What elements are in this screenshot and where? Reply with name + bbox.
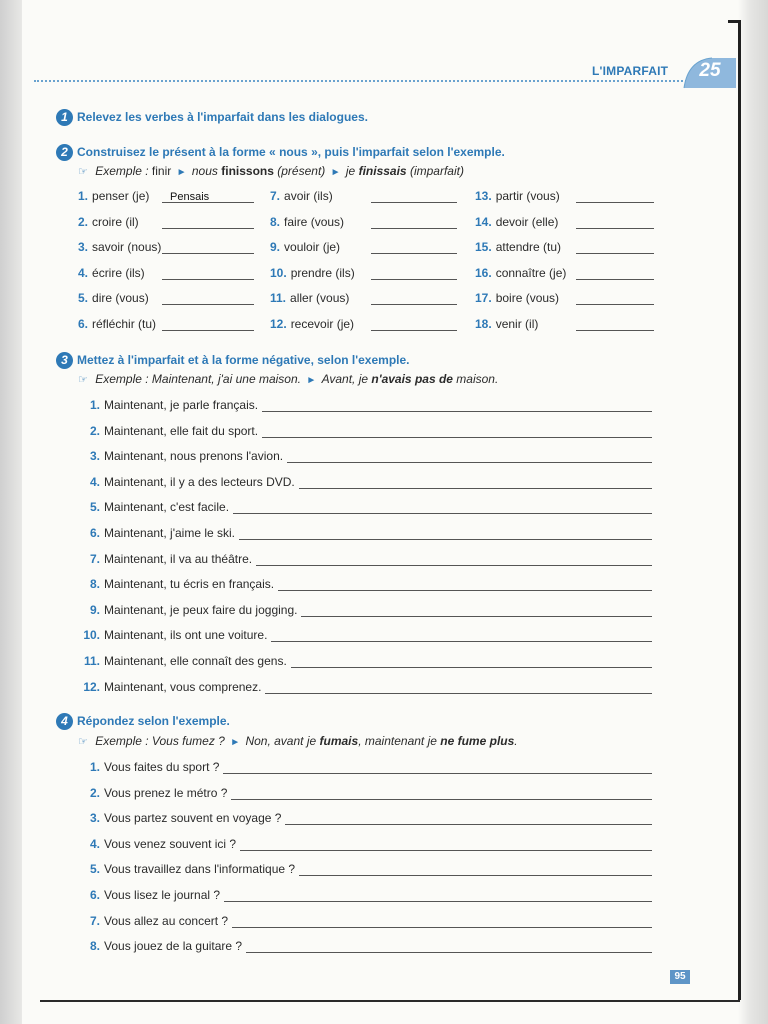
exercise-row: [78, 862, 295, 876]
item-number: 14.: [475, 215, 492, 229]
answer-line[interactable]: [239, 539, 652, 540]
answer-line[interactable]: [371, 330, 457, 331]
answer-line[interactable]: [576, 330, 654, 331]
example-imparfait-prefix: je: [345, 164, 356, 178]
exercise-row: [78, 786, 227, 800]
header-dotted-rule: [34, 80, 694, 82]
sentence-prompt: Vous jouez de la guitare ?: [104, 939, 243, 954]
verb-item: [270, 291, 349, 305]
verb-prompt: avoir (ils): [284, 189, 333, 203]
item-number: 5.: [78, 291, 89, 305]
verb-prompt: aller (vous): [290, 291, 350, 305]
sentence-prompt: Maintenant, ils ont une voiture.: [104, 628, 268, 643]
verb-prompt: savoir (nous): [92, 240, 162, 254]
item-number: 7.: [89, 913, 100, 928]
verb-prompt: attendre (tu): [495, 240, 562, 254]
answer-line[interactable]: [299, 488, 652, 489]
item-number: 12.: [270, 317, 287, 331]
arrow-right-icon: ►: [306, 375, 317, 386]
answer-line[interactable]: [162, 253, 254, 254]
answer-line[interactable]: [278, 590, 652, 591]
verb-item: [475, 317, 538, 331]
verb-item: [78, 317, 156, 331]
scan-right-margin: [738, 0, 768, 1024]
exercise3-title: Mettez à l'imparfait et à la forme négative, selon l'exemple.: [77, 353, 410, 367]
exercise-row: [78, 628, 267, 642]
sentence-prompt: Maintenant, il y a des lecteurs DVD.: [104, 474, 295, 489]
example-answer-middle: , maintenant je: [358, 734, 437, 748]
answer-line[interactable]: [271, 641, 652, 642]
answer-line[interactable]: [232, 927, 652, 928]
answer-line[interactable]: [262, 411, 652, 412]
pointing-hand-icon: ☞: [78, 166, 88, 178]
page-number: 95: [670, 970, 690, 984]
answer-line[interactable]: [299, 875, 652, 876]
exercise2-title: Construisez le présent à la forme « nous », puis l'imparfait selon l'exemple.: [77, 145, 505, 159]
verb-item: [270, 266, 355, 280]
verb-prompt: devoir (elle): [495, 215, 559, 229]
answer-line[interactable]: [246, 952, 652, 953]
answer-line[interactable]: [285, 824, 652, 825]
item-number: 3.: [89, 449, 100, 464]
verb-item: [270, 317, 354, 331]
answer-line[interactable]: [576, 228, 654, 229]
example-prompt: Maintenant, j'ai une maison.: [151, 372, 301, 386]
verb-prompt: prendre (ils): [290, 266, 355, 280]
verb-prompt: penser (je): [92, 189, 150, 203]
exercise-row: [78, 914, 228, 928]
verb-prompt: faire (vous): [284, 215, 345, 229]
item-number: 15.: [475, 240, 492, 254]
verb-item: [78, 189, 149, 203]
page-edge-right: [738, 20, 741, 1000]
item-number: 8.: [270, 215, 281, 229]
item-number: 5.: [89, 500, 100, 515]
sentence-prompt: Vous faites du sport ?: [104, 760, 220, 774]
sentence-prompt: Maintenant, je peux faire du jogging.: [104, 602, 298, 617]
handwritten-answer[interactable]: Pensais: [170, 191, 210, 203]
verb-item: [475, 266, 566, 280]
arrow-right-icon: ►: [176, 167, 187, 178]
item-number: 6.: [89, 526, 100, 540]
verb-item: [475, 240, 561, 254]
sentence-prompt: Vous allez au concert ?: [104, 913, 229, 928]
exercise-row: [78, 680, 261, 694]
example-present-prefix: nous: [191, 164, 218, 178]
item-number: 10.: [270, 266, 287, 280]
sentence-prompt: Maintenant, tu écris en français.: [104, 577, 275, 592]
example-prompt: Vous fumez ?: [151, 734, 225, 748]
exercise-row: [78, 475, 295, 489]
exercise3-badge: 3: [56, 352, 73, 369]
exercise-row: [78, 603, 297, 617]
verb-prompt: venir (il): [495, 317, 539, 331]
sentence-prompt: Vous lisez le journal ?: [104, 888, 221, 902]
item-number: 11.: [83, 654, 100, 668]
example-label: Exemple :: [95, 164, 149, 178]
example-answer-suffix: maison.: [456, 372, 499, 386]
exercise-row: [78, 449, 283, 463]
item-number: 11.: [270, 291, 287, 305]
pointing-hand-icon: ☞: [78, 736, 88, 748]
answer-line[interactable]: [223, 773, 652, 774]
exercise1-title: Relevez les verbes à l'imparfait dans les dialogues.: [77, 110, 368, 124]
exercise-row: [78, 424, 258, 438]
item-number: 7.: [270, 189, 281, 203]
answer-line[interactable]: [301, 616, 652, 617]
verb-prompt: connaître (je): [495, 266, 567, 280]
pointing-hand-icon: ☞: [78, 374, 88, 386]
exercise-row: [78, 888, 220, 902]
item-number: 2.: [89, 785, 100, 800]
item-number: 2.: [78, 215, 89, 229]
example-answer-prefix: Avant, je: [321, 372, 369, 386]
answer-line[interactable]: [576, 202, 654, 203]
unit-number: 25: [699, 60, 721, 81]
item-number: 3.: [78, 240, 89, 254]
sentence-prompt: Maintenant, elle fait du sport.: [104, 423, 259, 438]
answer-line[interactable]: [162, 304, 254, 305]
exercise-row: [78, 398, 258, 412]
example-infinitive: finir: [151, 164, 172, 178]
verb-prompt: boire (vous): [495, 291, 560, 305]
item-number: 7.: [89, 551, 100, 566]
answer-line[interactable]: [262, 437, 652, 438]
exercise4-example: [78, 734, 518, 748]
item-number: 1.: [89, 760, 100, 774]
sentence-prompt: Maintenant, j'aime le ski.: [104, 526, 236, 540]
item-number: 2.: [89, 423, 100, 438]
answer-line[interactable]: [371, 253, 457, 254]
item-number: 8.: [89, 577, 100, 592]
answer-line[interactable]: [231, 799, 652, 800]
sentence-prompt: Maintenant, elle connaît des gens.: [104, 654, 287, 668]
verb-item: [78, 291, 149, 305]
sentence-prompt: Vous prenez le métro ?: [104, 785, 228, 800]
item-number: 1.: [89, 398, 100, 412]
arrow-right-icon: ►: [230, 737, 241, 748]
answer-line[interactable]: [371, 279, 457, 280]
arrow-right-icon: ►: [330, 167, 341, 178]
exercise1-badge: 1: [56, 109, 73, 126]
verb-item: [78, 240, 161, 254]
example-label: Exemple :: [95, 734, 149, 748]
verb-item: [270, 240, 340, 254]
item-number: 4.: [89, 836, 100, 851]
answer-line[interactable]: [576, 304, 654, 305]
exercise-row: [78, 760, 219, 774]
answer-line[interactable]: [224, 901, 652, 902]
verb-item: [78, 266, 145, 280]
sentence-prompt: Vous venez souvent ici ?: [104, 836, 237, 851]
page-edge-bottom: [40, 1000, 740, 1002]
verb-prompt: dire (vous): [92, 291, 149, 305]
item-number: 18.: [475, 317, 492, 331]
item-number: 12.: [83, 679, 100, 694]
verb-item: [270, 189, 333, 203]
example-answer-bold: n'avais pas de: [371, 372, 453, 386]
item-number: 16.: [475, 266, 492, 280]
exercise-row: [78, 552, 252, 566]
verb-prompt: recevoir (je): [290, 317, 355, 331]
item-number: 3.: [89, 811, 100, 826]
item-number: 13.: [475, 189, 492, 203]
verb-prompt: partir (vous): [495, 189, 560, 203]
item-number: 10.: [83, 628, 100, 643]
item-number: 9.: [270, 240, 281, 254]
verb-item: [475, 215, 558, 229]
example-present-note: (présent): [277, 164, 326, 178]
example-imparfait-note: (imparfait): [409, 164, 464, 178]
example-answer-bold2: ne fume plus: [440, 734, 515, 748]
answer-line[interactable]: [162, 330, 254, 331]
exercise2-example: [78, 164, 464, 178]
verb-item: [475, 291, 559, 305]
chapter-title: L'IMPARFAIT: [592, 64, 669, 78]
item-number: 6.: [78, 317, 89, 331]
answer-line[interactable]: [371, 304, 457, 305]
exercise-row: [78, 577, 274, 591]
item-number: 1.: [78, 189, 89, 203]
example-answer-bold1: fumais: [319, 734, 359, 748]
item-number: 4.: [78, 266, 89, 280]
answer-line[interactable]: [162, 279, 254, 280]
answer-line[interactable]: [576, 253, 654, 254]
sentence-prompt: Maintenant, c'est facile.: [104, 500, 230, 515]
answer-line[interactable]: [371, 228, 457, 229]
exercise-row: [78, 526, 235, 540]
scan-left-margin: [0, 0, 22, 1024]
item-number: 4.: [89, 474, 100, 489]
item-number: 17.: [475, 291, 492, 305]
sentence-prompt: Maintenant, nous prenons l'avion.: [104, 449, 284, 464]
answer-line[interactable]: [291, 667, 652, 668]
exercise-row: [78, 654, 287, 668]
verb-prompt: croire (il): [92, 215, 139, 229]
sentence-prompt: Vous partez souvent en voyage ?: [104, 811, 282, 826]
example-answer-prefix: Non, avant je: [245, 734, 317, 748]
exercise4-title: Répondez selon l'exemple.: [77, 714, 230, 728]
sentence-prompt: Vous travaillez dans l'informatique ?: [104, 862, 296, 877]
verb-prompt: réfléchir (tu): [92, 317, 157, 331]
verb-item: [78, 215, 139, 229]
exercise-row: [78, 811, 281, 825]
example-imparfait-verb: finissais: [358, 164, 407, 178]
verb-prompt: écrire (ils): [92, 266, 145, 280]
example-label: Exemple :: [95, 372, 149, 386]
exercise2-badge: 2: [56, 144, 73, 161]
answer-line[interactable]: [371, 202, 457, 203]
item-number: 8.: [89, 939, 100, 954]
answer-line[interactable]: [265, 693, 652, 694]
sentence-prompt: Maintenant, je parle français.: [104, 398, 259, 412]
example-present-verb: finissons: [221, 164, 274, 178]
verb-item: [270, 215, 344, 229]
exercise3-example: [78, 372, 498, 386]
answer-line[interactable]: [576, 279, 654, 280]
answer-line[interactable]: [233, 513, 652, 514]
exercise-row: [78, 500, 229, 514]
exercise-row: [78, 837, 236, 851]
item-number: 9.: [89, 602, 100, 617]
answer-line[interactable]: [287, 462, 652, 463]
exercise4-badge: 4: [56, 713, 73, 730]
answer-line[interactable]: [162, 228, 254, 229]
item-number: 6.: [89, 888, 100, 902]
sentence-prompt: Maintenant, il va au théâtre.: [104, 551, 253, 566]
sentence-prompt: Maintenant, vous comprenez.: [104, 679, 262, 694]
verb-item: [475, 189, 560, 203]
example-answer-suffix: .: [514, 734, 518, 748]
verb-prompt: vouloir (je): [284, 240, 341, 254]
answer-line[interactable]: [256, 565, 652, 566]
answer-line[interactable]: [240, 850, 652, 851]
item-number: 5.: [89, 862, 100, 877]
exercise-row: [78, 939, 242, 953]
